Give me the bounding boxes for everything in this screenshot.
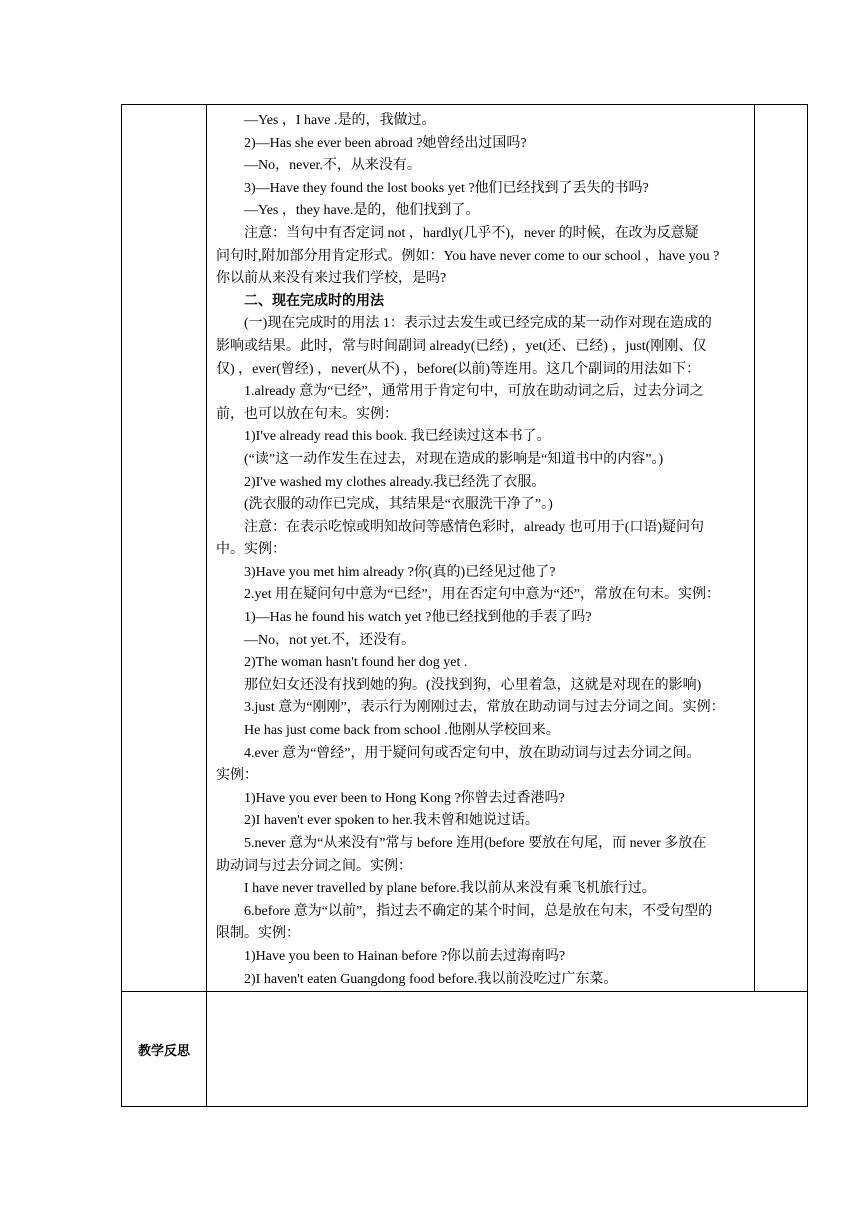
text-line: 仅) ，ever(曾经) ，never(从不) ，before(以前)等连用。这几个副词的用法如下：: [216, 361, 701, 377]
text-line: (洗衣服的动作已完成，其结果是“衣服洗干净了”。): [244, 497, 553, 513]
text-line: 3)—Have they found the lost books yet ?他们已经找到了丢失的书吗?: [244, 180, 649, 196]
text-line: 3)Have you met him already ?你(真的)已经见过他了?: [244, 564, 556, 580]
text-line: (“读”这一动作发生在过去，对现在造成的影响是“知道书中的内容”。): [244, 451, 664, 467]
left-cell: [122, 105, 207, 992]
text-line: 6.before 意为“以前”，指过去不确定的某个时间，总是放在句末，不受句型的: [244, 903, 713, 919]
text-line: 影响或结果。此时，常与时间副词 already(已经) ，yet(还、已经) ，just(刚刚、仅: [216, 338, 707, 354]
text-line: 1)Have you ever been to Hong Kong ?你曾去过香港吗?: [244, 790, 565, 806]
text-line: 注意：当句中有否定词 not ，hardly(几乎不)，never 的时候，在改为反意疑: [244, 225, 699, 241]
text-line: 2)I haven't eaten Guangdong food before.我以前没吃过广东菜。: [244, 971, 618, 987]
lesson-content: [207, 105, 754, 991]
text-line: 4.ever 意为“曾经”，用于疑问句或否定句中，放在助动词与过去分词之间。: [244, 745, 701, 761]
content-cell: [207, 105, 755, 992]
text-line: 1)Have you been to Hainan before ?你以前去过海南吗?: [244, 948, 566, 964]
text-line: 助动词与过去分词之间。实例：: [216, 858, 412, 874]
text-line: 2)I've washed my clothes already.我已经洗了衣服。: [244, 474, 546, 490]
lesson-table: [121, 104, 808, 1107]
text-line: 二、现在完成时的用法: [244, 293, 384, 309]
text-line: 2)—Has she ever been abroad ?她曾经出过国吗?: [244, 135, 527, 151]
text-line: 3.just 意为“刚刚”，表示行为刚刚过去，常放在助动词与过去分词之间。实例：: [244, 700, 725, 716]
reflection-cell: [207, 992, 808, 1107]
reflection-label: 教学反思: [122, 992, 207, 1107]
right-cell: [755, 105, 808, 992]
text-line: I have never travelled by plane before.我以前从来没有乘飞机旅行过。: [244, 881, 656, 897]
text-line: 5.never 意为“从来没有”常与 before 连用(before 要放在句尾，而 never 多放在: [244, 836, 707, 851]
table-row: [122, 105, 808, 992]
text-line: He has just come back from school .他刚从学校回来。: [244, 723, 560, 739]
text-line: 前，也可以放在句末。实例：: [216, 406, 398, 422]
text-line: 2)The woman hasn't found her dog yet .: [244, 655, 468, 671]
text-line: 1.already 意为“已经”，通常用于肯定句中，可放在助动词之后，过去分词之: [244, 384, 704, 400]
text-line: 1)—Has he found his watch yet ?他已经找到他的手表了吗?: [244, 610, 592, 626]
table-row: [122, 992, 808, 1107]
text-line: 限制。实例：: [216, 926, 300, 942]
text-line: 实例：: [216, 768, 258, 784]
text-line: 2.yet 用在疑问句中意为“已经”，用在否定句中意为“还”，常放在句末。实例：: [244, 587, 720, 603]
text-line: 2)I haven't ever spoken to her.我未曾和她说过话。: [244, 813, 539, 829]
text-line: —No，not yet.不，还没有。: [244, 632, 416, 648]
text-line: 那位妇女还没有找到她的狗。(没找到狗，心里着急，这就是对现在的影响): [244, 677, 702, 693]
text-line: 1)I've already read this book. 我已经读过这本书了。: [244, 429, 551, 445]
text-line: 注意：在表示吃惊或明知故问等感情色彩时，already 也可用于(口语)疑问句: [244, 519, 705, 535]
text-line: 问句时,附加部分用肯定形式。例如：You have never come to our school ，have you ?: [216, 248, 720, 264]
text-line: 中。实例：: [216, 542, 286, 558]
text-line: 你以前从来没有来过我们学校，是吗?: [216, 271, 447, 287]
text-line: (一)现在完成时的用法 1：表示过去发生或已经完成的某一动作对现在造成的: [244, 316, 712, 332]
text-line: —No，never.不，从来没有。: [244, 158, 421, 174]
text-line: —Yes ，I have .是的，我做过。: [244, 113, 436, 128]
text-line: —Yes ，they have.是的，他们找到了。: [244, 203, 480, 219]
